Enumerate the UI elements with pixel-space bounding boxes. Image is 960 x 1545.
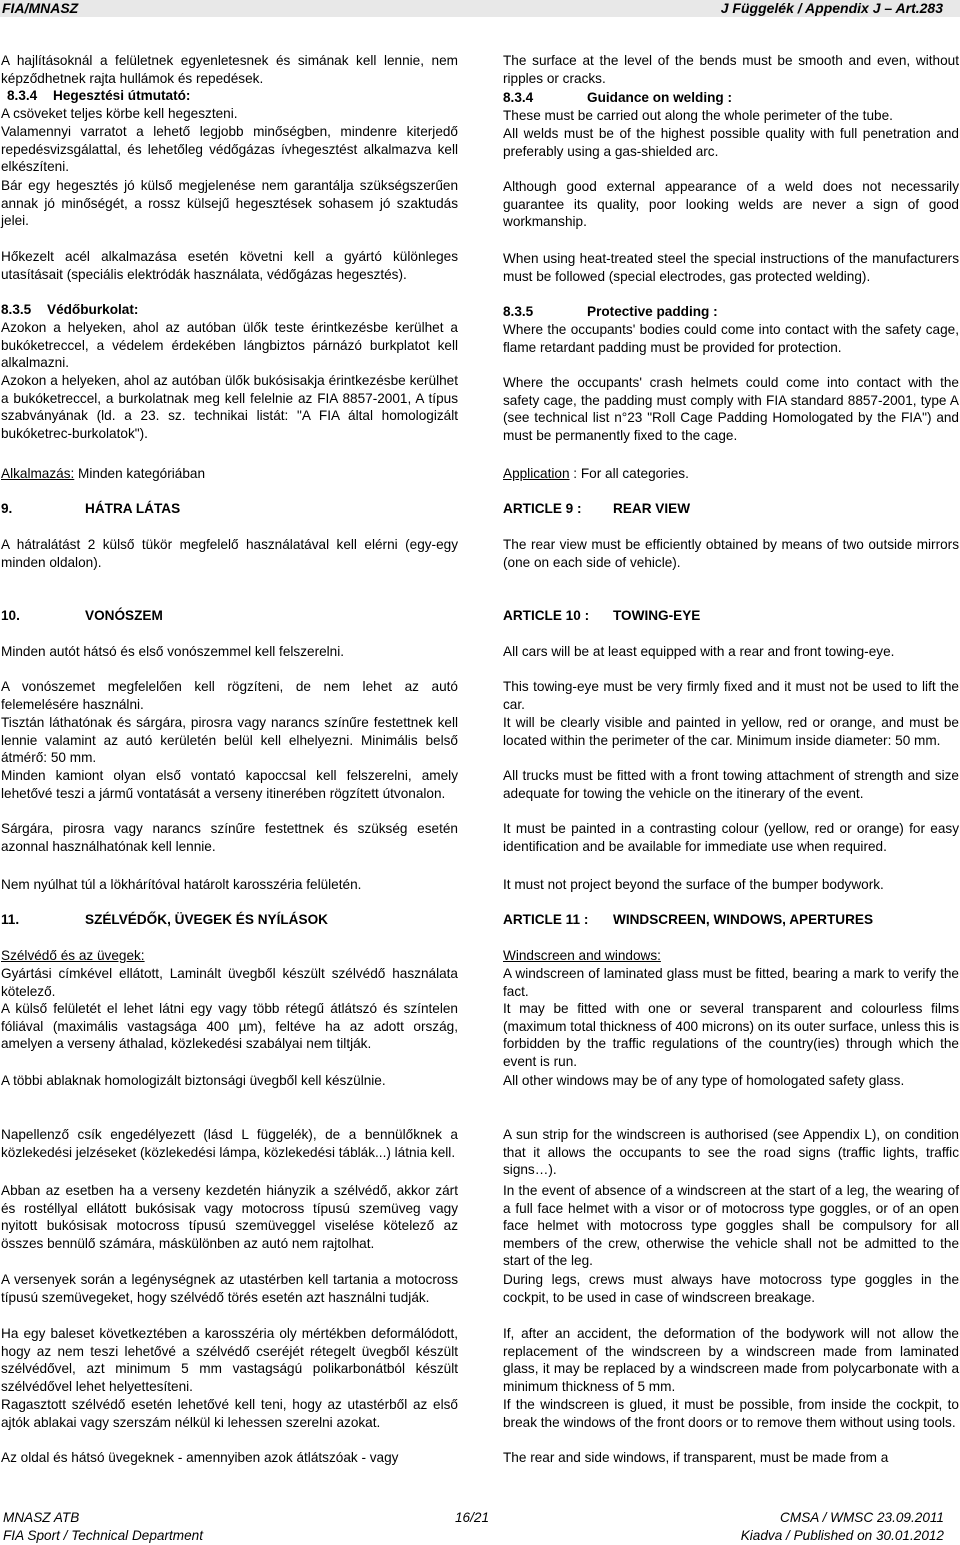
paragraph: A hátralátást 2 külső tükör megfelelő használatával kell elérni (egy-egy minden oldalon).	[1, 537, 458, 570]
paragraph: Hőkezelt acél alkalmazása esetén követni kell a gyártó különleges utasításait (speciális elektródák használata, védőgázas hegesztés).	[1, 249, 458, 282]
paragraph: Az oldal és hátsó üvegeknek - amennyiben azok átlátszóak - vagy	[1, 1450, 399, 1465]
section-heading-8-3-4: 8.3.4 Guidance on welding :	[503, 90, 733, 105]
paragraph: A vonószemet megfelelően kell rögzíteni, de nem lehet az autó felemelésére használni.	[1, 679, 458, 712]
paragraph: Azokon a helyeken, ahol az autóban ülők bukósisakja érintkezésbe kerülhet a bukóketreccel, a burkolatnak meg kell felelnie az FIA 8857-2001, A típus szabványának (ld. a 23. sz. technikai listát: "A FIA által homologizált bukóketrec-burkolatok").	[1, 373, 458, 441]
header-right: J Függelék / Appendix J – Art.283	[720, 0, 943, 16]
article-11-heading: ARTICLE 11 : WINDSCREEN, WINDOWS, APERTURES	[503, 912, 874, 927]
paragraph: A versenyek során a legénységnek az utastérben kell tartania a motocross típusú szemüvegeket, hogy szélvédő törés esetén azt használni tudják.	[1, 1272, 458, 1305]
paragraph: It must not project beyond the surface of the bumper bodywork.	[503, 877, 884, 892]
section-heading-8-3-5: 8.3.5 Védőburkolat:	[1, 302, 139, 317]
footer-published-date: Kiadva / Published on 30.01.2012	[740, 1528, 944, 1543]
paragraph: Ha egy baleset következtében a karosszéria oly mértékben deformálódott, hogy az nem teszi lehetővé a szélvédő cseréjét rétegelt üvegből készült szélvédővel, azt minimum 5 mm vastagságú polikarbonátból készült szélvédővel lehet helyettesíteni.	[1, 1326, 458, 1394]
paragraph: It will be clearly visible and painted in yellow, red or orange, and must be located within the perimeter of the car. Minimum inside diameter: 50 mm.	[503, 715, 959, 748]
paragraph: All trucks must be fitted with a front towing attachment of strength and size adequate for towing the vehicle on the itinerary of the event.	[503, 768, 959, 801]
paragraph: If, after an accident, the deformation of the bodywork will not allow the replacement of the windscreen by a windscreen made from laminated glass, it may be replaced by a windscreen made from polycarbonate with a minimum thickness of 5 mm.	[503, 1326, 959, 1394]
subheading: Windscreen and windows:	[503, 948, 661, 963]
paragraph: During legs, crews must always have motocross type goggles in the cockpit, to be used in case of windscreen breakage.	[503, 1272, 959, 1305]
paragraph: Ragasztott szélvédő esetén lehetővé kell teni, hogy az utastérből az első ajtók ablakai vagy szerszám nélkül ki lehessen szerelni azokat.	[1, 1397, 458, 1430]
paragraph: Tisztán láthatónak és sárgára, pirosra vagy narancs színűre festettnek kell lennie valamint az autó kerületén belül kell elhelyezni. Minimális belső átmérő: 50 mm.	[1, 715, 458, 766]
page-number: 16/21	[455, 1510, 490, 1525]
paragraph: Gyártási címkével ellátott, Laminált üvegből készült szélvédő használata kötelező.	[1, 966, 458, 999]
paragraph: This towing-eye must be very firmly fixed and it must not be used to lift the car.	[503, 679, 959, 712]
section-heading-8-3-5: 8.3.5 Protective padding :	[503, 304, 718, 319]
paragraph: Valamennyi varratot a lehető legjobb minőségben, mindenre kiterjedő repedésvizsgálattal, és lehetőleg védőgázas ívhegesztést alkalmazva kell elkészíteni.	[1, 124, 458, 175]
paragraph: Although good external appearance of a weld does not necessarily guarantee its quality, poor looking welds are never a sign of good workmanship.	[503, 179, 959, 230]
footer-left	[3, 1509, 203, 1545]
application-line: Application : For all categories.	[503, 466, 689, 481]
article-9-heading: 9. HÁTRA LÁTAS	[1, 501, 181, 516]
paragraph: Bár egy hegesztés jó külső megjelenése nem garantálja szükségszerűen annak jó minőségét, a rossz külsejű hegesztések sohasem jó szaktudás jelei.	[1, 178, 458, 229]
paragraph: A sun strip for the windscreen is authorised (see Appendix L), on condition that it allows the occupants to see the road signs (traffic lights, traffic signs…).	[503, 1127, 959, 1178]
paragraph: When using heat-treated steel the special instructions of the manufacturers must be followed (special electrodes, gas protected welding).	[503, 251, 959, 284]
article-11-heading: 11. SZÉLVÉDŐK, ÜVEGEK ÉS NYÍLÁSOK	[1, 912, 328, 927]
paragraph: Minden kamiont olyan első vontató kapoccsal kell felszerelni, amely lehetővé teszi a jármű vontatását a verseny itinerében rögzített útvonalon.	[1, 768, 458, 801]
paragraph: Nem nyúlhat túl a lökhárítóval határolt karosszéria felületén.	[1, 877, 362, 892]
page-header	[0, 0, 960, 17]
paragraph: Where the occupants' bodies could come into contact with the safety cage, flame retardant padding must be provided for protection.	[503, 322, 959, 355]
paragraph: The surface at the level of the bends must be smooth and even, without ripples or cracks.	[503, 53, 959, 86]
paragraph: Napellenző csík engedélyezett (lásd L függelék), de a bennülőknek a közlekedési jelzéseket (közlekedési lámpa, közlekedési táblák...) látnia kell.	[1, 1127, 458, 1160]
paragraph: Sárgára, pirosra vagy narancs színűre festettnek és szükség esetén azonnal használhatónak kell lennie.	[1, 821, 458, 854]
paragraph: Where the occupants' crash helmets could come into contact with the safety cage, the padding must comply with FIA standard 8857-2001, type A (see technical list n°23 "Roll Cage Padding Homologated by the FIA") and must be permanently fixed to the cage.	[503, 375, 959, 443]
paragraph: Azokon a helyeken, ahol az autóban ülők teste érintkezésbe kerülhet a bukóketreccel, a védelem érdekében lángbiztos párnázó burkplatot kell alkalmazni.	[1, 320, 458, 371]
article-10-heading: ARTICLE 10 : TOWING-EYE	[503, 608, 701, 623]
paragraph: A külső felületét el lehet látni egy vagy több rétegű átlátszó és színtelen fóliával (maximális vastagsága 400 µm), feltéve ha az adott ország, amelyen a verseny áthalad, közlekedési szabályai nem tiltják.	[1, 1001, 458, 1052]
paragraph: The rear and side windows, if transparent, must be made from a	[503, 1450, 889, 1465]
paragraph: A többi ablaknak homologizált biztonsági üvegből kell készülnie.	[1, 1073, 386, 1088]
paragraph: The rear view must be efficiently obtained by means of two outside mirrors (one on each side of vehicle).	[503, 537, 959, 570]
paragraph: If the windscreen is glued, it must be possible, from inside the cockpit, to break the windows of the front doors or to remove them without using tools.	[503, 1397, 959, 1430]
subheading: Szélvédő és az üvegek:	[1, 948, 145, 963]
paragraph: All cars will be at least equipped with a rear and front towing-eye.	[503, 644, 895, 659]
footer-dept: FIA Sport / Technical Department	[3, 1528, 203, 1543]
paragraph: Minden autót hátsó és első vonószemmel kell felszerelni.	[1, 644, 345, 659]
application-line: Alkalmazás: Minden kategóriában	[1, 466, 206, 481]
article-10-heading: 10. VONÓSZEM	[1, 608, 163, 623]
paragraph: A csöveket teljes körbe kell hegeszteni.	[1, 106, 238, 121]
paragraph: In the event of absence of a windscreen at the start of a leg, the wearing of a full face helmet with a visor or of motocross type goggles, or of an open face helmet with motocross type goggles shall be compulsory for all members of the crew, otherwise the vehicle shall not be admitted to the start of the leg.	[503, 1183, 959, 1269]
footer-right	[741, 1509, 944, 1545]
paragraph: A hajlításoknál a felületnek egyenletesnek és simának kell lennie, nem képződhetnek rajta hullámok és repedések.	[1, 53, 458, 86]
paragraph: A windscreen of laminated glass must be fitted, bearing a mark to verify the fact.	[503, 966, 959, 999]
paragraph: It may be fitted with one or several transparent and colourless films (maximum total thickness of 400 microns) on its outer surface, unless this is forbidden by the traffic regulations of the country(ies) through which the event is run.	[503, 1001, 959, 1069]
paragraph: These must be carried out along the whole perimeter of the tube.	[503, 108, 893, 123]
paragraph: All welds must be of the highest possible quality with full penetration and preferably using a gas-shielded arc.	[503, 126, 959, 159]
header-left: FIA/MNASZ	[2, 0, 79, 16]
paragraph: Abban az esetben ha a verseny kezdetén hiányzik a szélvédő, akkor zárt és rostéllyal ellátott bukósisak vagy motocross típusú szemüveg vagy nyitott bukósisak motocross típusú szemüveggel viselése kötelező az összes bennülő számára, máskülönben az autó nem rajtolhat.	[1, 1183, 458, 1251]
paragraph: All other windows may be of any type of homologated safety glass.	[503, 1073, 905, 1088]
article-9-heading: ARTICLE 9 : REAR VIEW	[503, 501, 691, 516]
footer-org: MNASZ ATB	[3, 1510, 80, 1525]
footer-council-date: CMSA / WMSC 23.09.2011	[780, 1510, 944, 1525]
paragraph: It must be painted in a contrasting colour (yellow, red or orange) for easy identification and be available for immediate use when required.	[503, 821, 959, 854]
section-heading-8-3-4: 8.3.4 Hegesztési útmutató:	[7, 88, 191, 103]
